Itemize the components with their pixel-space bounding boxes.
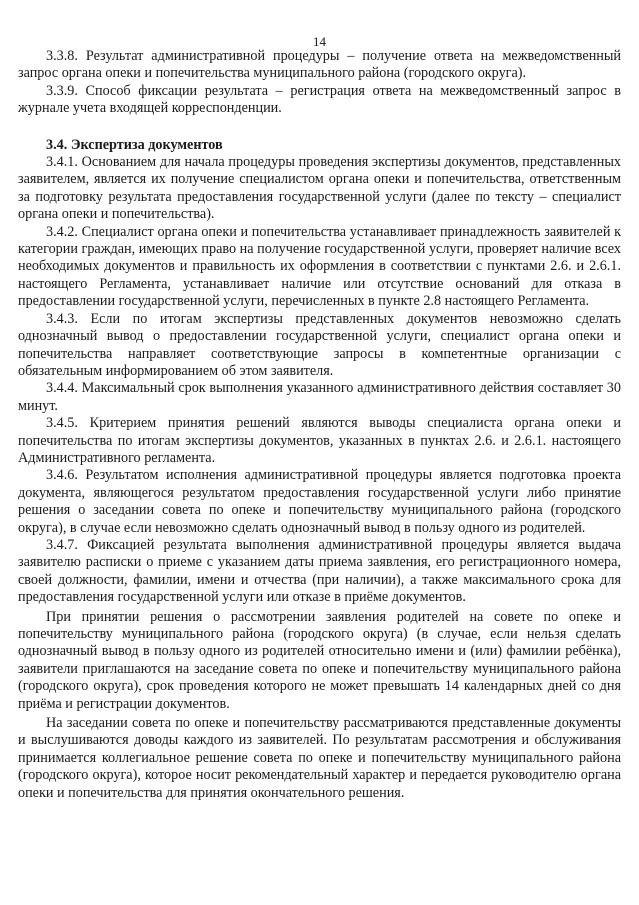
paragraph-3-4-7: 3.4.7. Фиксацией результата выполнения административной процедуры является выдача заявителю расписки о приеме с указанием даты приема заявления, его регистрационного номера, своей должности, фамилии, имени и отчества (при наличии), а также максимального срока для предоставления государственной услуги или отказе в приёме документов. [18,536,621,606]
paragraph-3-4-4: 3.4.4. Максимальный срок выполнения указанного административного действия составляет 30 минут. [18,380,621,414]
paragraph-3-4-5: 3.4.5. Критерием принятия решений являются выводы специалиста органа опеки и попечительства по итогам экспертизы документов, указанных в пунктах 2.6. и 2.6.1. настоящего Административного регламента. [18,415,621,466]
paragraph-council-decision: При принятии решения о рассмотрении заявления родителей на совете по опеке и попечительству муниципального района (городского округа) (в случае, если нельзя сделать однозначный вывод в пользу одного из родителей относительно имени и (или) фамилии ребёнка), заявители приглашаются на заседание совета по опеке и попечительству муниципального района (городского округа), срок проведения которого не может превышать 14 календарных дней со дня приёма и регистрации документов. [18,608,621,712]
paragraph-3-3-8: 3.3.8. Результат административной процедуры – получение ответа на межведомственный запрос органа опеки и попечительства муниципального района (городского округа). [18,48,621,82]
paragraph-council-meeting: На заседании совета по опеке и попечительству рассматриваются представленные документы и выслушиваются доводы каждого из заявителей. По результатам рассмотрения и обслуживания принимается коллегиальное решение совета по опеке и попечительству муниципального района (городского округа), которое носит рекомендательный характер и передается руководителю органа опеки и попечительства для принятия окончательного решения. [18,715,621,801]
paragraph-3-4-6: 3.4.6. Результатом исполнения административной процедуры является подготовка проекта документа, являющегося результатом предоставления государственной услуги либо принятие решения о заседании совета по опеке и попечительству муниципального района (городского округа), в случае если невозможно сделать однозначный вывод в пользу одного из родителей. [18,467,621,536]
paragraph-3-4-3: 3.4.3. Если по итогам экспертизы представленных документов невозможно сделать однозначный вывод о предоставлении государственной услуги, специалист органа опеки и попечительства направляет соответствующие запросы в компетентные организации с обязательным информированием об этом заявителя. [18,310,621,379]
paragraph-3-4-2: 3.4.2. Специалист органа опеки и попечительства устанавливает принадлежность заявителей к категории граждан, имеющих право на получение государственной услуги, проверяет наличие всех необходимых документов и правильность их оформления в соответствии с пунктами 2.6. и 2.6.1. настоящего Регламента, устанавливает наличие или отсутствие оснований для отказа в предоставлении государственной услуги, перечисленных в пункте 2.8 настоящего Регламента. [18,223,621,310]
page-number: 14 [313,34,326,49]
paragraph-3-3-9: 3.3.9. Способ фиксации результата – регистрация ответа на межведомственный запрос в журнале учета входящей корреспонденции. [18,82,621,117]
document-body [18,48,621,802]
section-heading: 3.4. Экспертиза документов [46,136,223,153]
paragraph-3-4-1: 3.4.1. Основанием для начала процедуры проведения экспертизы документов, представленных заявителем, является их получение специалистом органа опеки и попечительства, ответственным за подготовку результата предоставления государственной услуги (далее по тексту – специалист органа опеки и попечительства). [18,154,621,223]
